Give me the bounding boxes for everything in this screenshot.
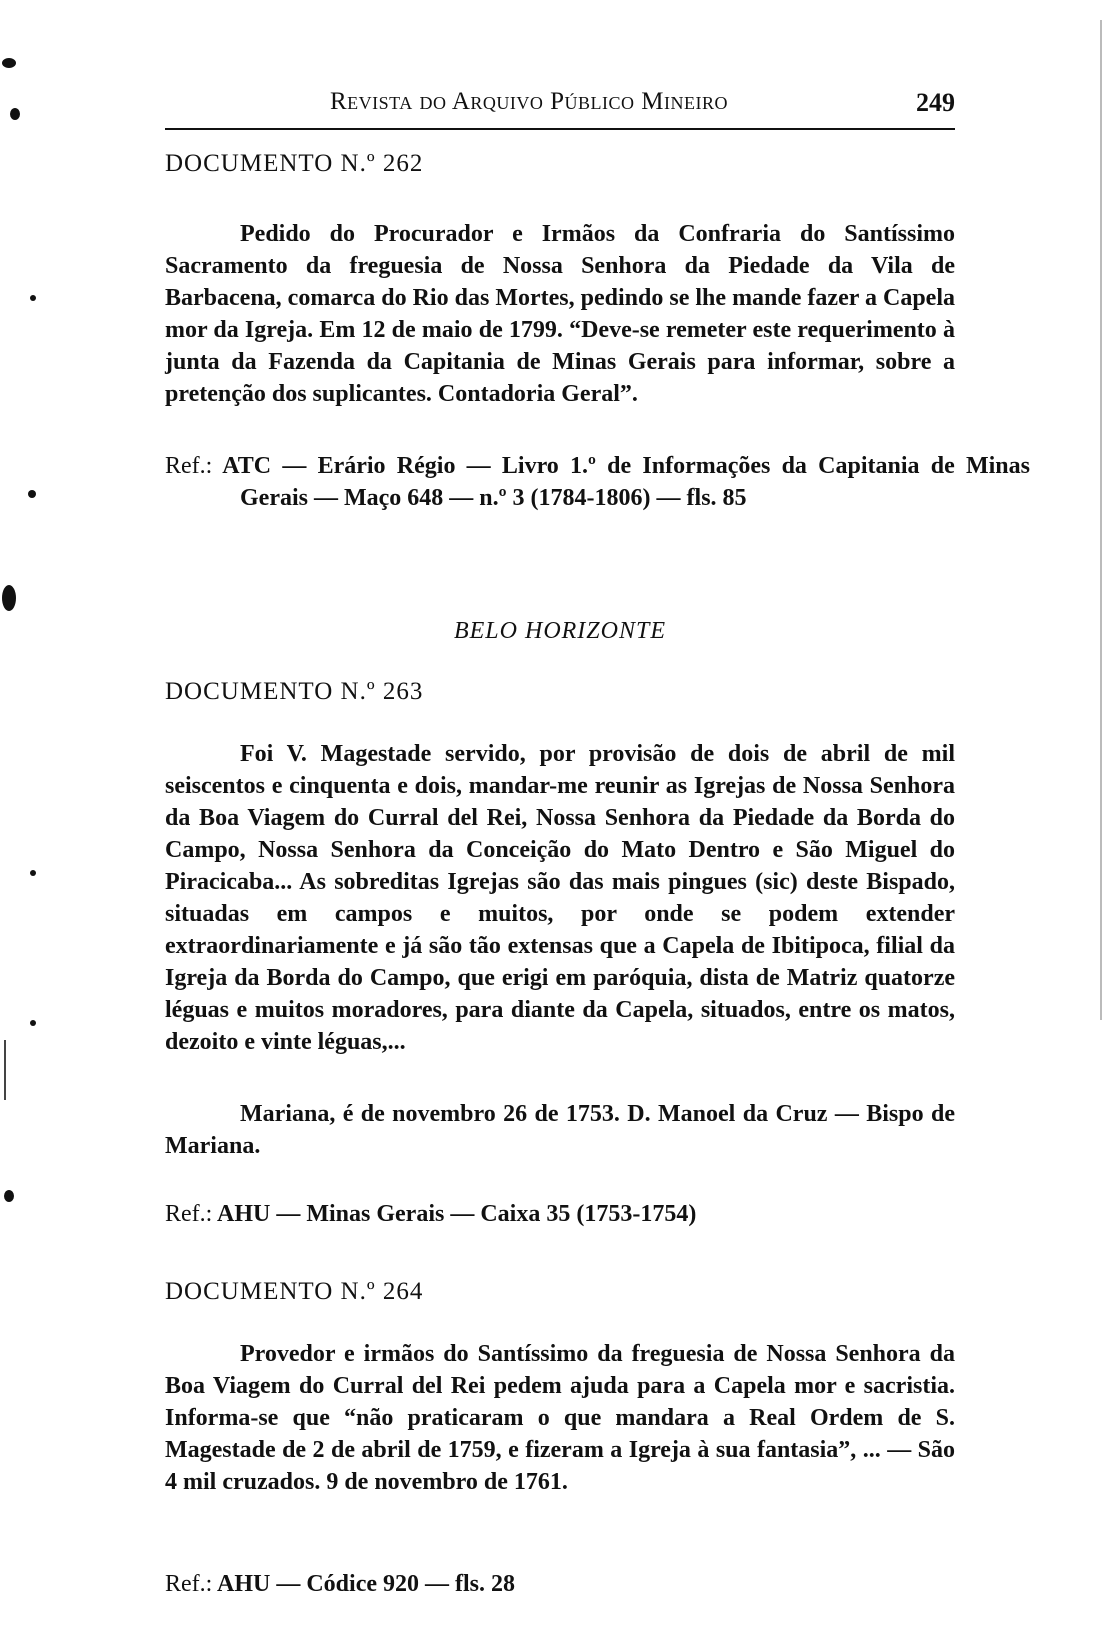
reference-label: Ref.:: [165, 1201, 213, 1227]
document-264-reference: [165, 1568, 1030, 1600]
page-number: 249: [916, 88, 955, 117]
document-263-heading: DOCUMENTO N.º 263: [165, 678, 424, 705]
document-262-heading: DOCUMENTO N.º 262: [165, 150, 424, 177]
document-263-body: Foi V. Magestade servido, por provisão de dois de abril de mil seiscentos e cinquenta e dois, mandar-me reunir as Igrejas de Nossa Senhora da Boa Viagem do Curral del Rei, Nossa Senhora da Piedade da Borda do Campo, Nossa Senhora da Conceição do Mato Dentro e São Miguel do Piracicaba... As sobreditas Igrejas são das mais pingues (sic) deste Bispado, situadas em campos e muitos, por onde se podem extender extraordinariamente e já são tão extensas que a Capela de Ibitipoca, filial da Igreja da Borda do Campo, que erigi em paróquia, dista de Matriz quatorze léguas e muitos moradores, para diante da Capela, situados, entre os matos, dezoito e vinte léguas,...: [165, 741, 955, 1055]
reference-text: AHU — Minas Gerais — Caixa 35 (1753-1754): [217, 1201, 697, 1227]
scan-speck: [2, 585, 16, 611]
scan-speck: [30, 1020, 36, 1026]
document-262-reference: [165, 450, 1030, 514]
reference-label: Ref.:: [165, 1571, 213, 1597]
document-263-reference: [165, 1198, 1030, 1230]
scan-speck: [30, 295, 36, 301]
document-262-body: Pedido do Procurador e Irmãos da Confraria do Santíssimo Sacramento da freguesia de Nossa Senhora da Piedade da Vila de Barbacena, comarca do Rio das Mortes, pedindo se lhe mande fazer a Capela mor da Igreja. Em 12 de maio de 1799. “Deve-se remeter este requerimento à junta da Fazenda da Capitania de Minas Gerais para informar, sobre a pretenção dos suplicantes. Contadoria Geral”.: [165, 221, 955, 407]
document-264-heading: DOCUMENTO N.º 264: [165, 1278, 424, 1305]
scan-margin-line: [4, 1040, 6, 1100]
running-header: [165, 88, 955, 130]
document-264-body: Provedor e irmãos do Santíssimo da freguesia de Nossa Senhora da Boa Viagem do Curral del Rei pedem ajuda para a Capela mor e sacristia. Informa-se que “não praticaram o que mandara a Real Ordem de S. Magestade de 2 de abril de 1759, e fizeram a Igreja à sua fantasia”, ... — São 4 mil cruzados. 9 de novembro de 1761.: [165, 1341, 955, 1495]
scan-speck: [4, 1190, 14, 1202]
scan-speck: [28, 490, 36, 498]
document-263-signature: Mariana, é de novembro 26 de 1753. D. Manoel da Cruz — Bispo de Mariana.: [165, 1101, 955, 1159]
scan-speck: [30, 870, 36, 876]
scan-speck: [10, 108, 20, 120]
reference-label: Ref.:: [165, 453, 213, 479]
place-heading: BELO HORIZONTE: [453, 618, 666, 644]
reference-text: ATC — Erário Régio — Livro 1.º de Informações da Capitania de Minas Gerais — Maço 648 — n.º 3 (1784-1806) — fls. 85: [222, 453, 1030, 511]
scan-margin-line: [1100, 20, 1102, 1020]
journal-title: Revista do Arquivo Público Mineiro: [330, 88, 729, 115]
scan-speck: [2, 58, 16, 68]
reference-text: AHU — Códice 920 — fls. 28: [217, 1571, 515, 1597]
